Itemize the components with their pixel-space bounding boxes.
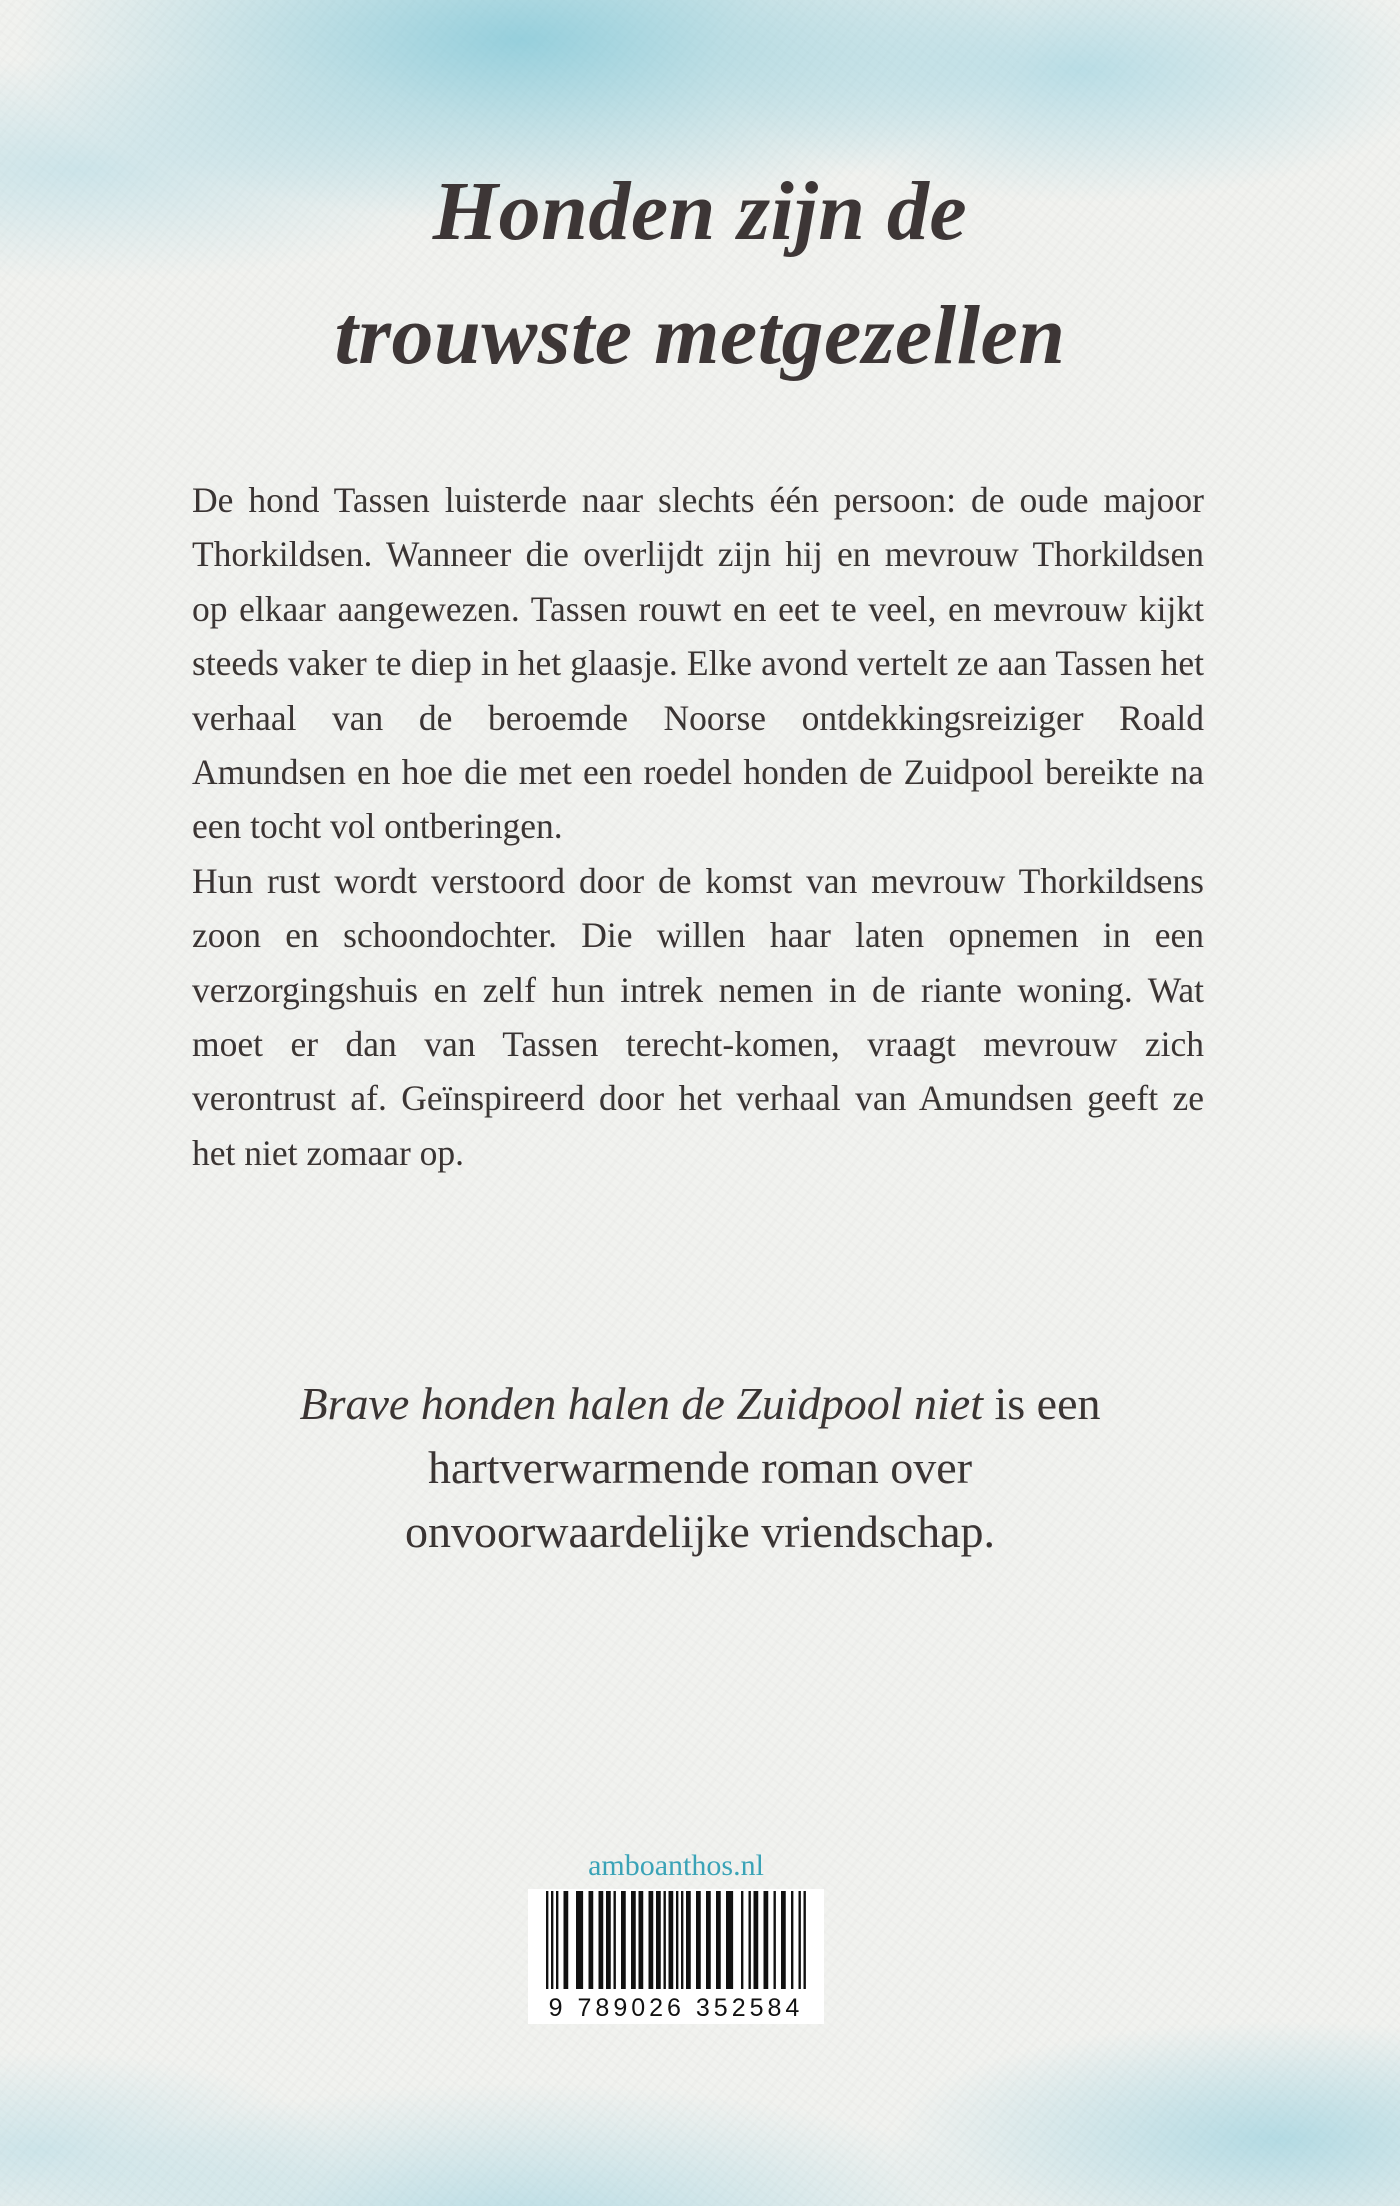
tagline-line-3: onvoorwaardelijke vriendschap. bbox=[404, 1506, 996, 1557]
barcode-bar bbox=[556, 1891, 558, 1989]
barcode-bar bbox=[589, 1891, 594, 1989]
tagline-rest: is een bbox=[982, 1378, 1101, 1429]
publisher-website-link[interactable]: amboanthos.nl bbox=[588, 1849, 764, 1882]
barcode-bar bbox=[631, 1891, 636, 1989]
barcode-bar bbox=[681, 1891, 683, 1989]
barcode-bar bbox=[606, 1891, 611, 1989]
barcode-bar bbox=[614, 1891, 616, 1989]
barcode-bar bbox=[754, 1891, 759, 1989]
barcode-bar bbox=[781, 1891, 786, 1989]
barcode-bars bbox=[546, 1891, 806, 1989]
barcode-bar bbox=[621, 1891, 626, 1989]
barcode-bar bbox=[649, 1891, 654, 1989]
barcode-bar bbox=[564, 1891, 569, 1989]
blurb bbox=[192, 473, 1204, 1180]
barcode-bar bbox=[669, 1891, 674, 1989]
barcode-bar bbox=[706, 1891, 711, 1989]
barcode-bar bbox=[686, 1891, 691, 1989]
blurb-paragraph-1: De hond Tassen luisterde naar slechts één persoon: de oude majoor Thorkildsen. Wanneer die overlijdt zijn hij en mevrouw Thorkildsen op elkaar aangewezen. Tassen rouwt en eet te veel, en mevrouw kijkt steeds vaker te diep in het glaasje. Elke avond vertelt ze aan Tassen het verhaal van de beroemde Noorse ontdekkingsreiziger Roald Amundsen en hoe die met een roedel honden de Zuidpool bereikte na een tocht vol ontberingen. bbox=[192, 480, 1204, 847]
headline bbox=[0, 150, 1400, 398]
headline-line-2: trouwste metgezellen bbox=[334, 289, 1066, 382]
barcode-bar bbox=[764, 1891, 769, 1989]
barcode-bar bbox=[799, 1891, 801, 1989]
isbn-number: 9 789026 352584 bbox=[548, 1994, 804, 2022]
barcode-bar bbox=[551, 1891, 553, 1989]
barcode-bar bbox=[726, 1891, 733, 1989]
barcode-bar bbox=[791, 1891, 793, 1989]
barcode-bar bbox=[639, 1891, 644, 1989]
barcode-bar bbox=[546, 1891, 548, 1989]
barcode-bar bbox=[716, 1891, 721, 1989]
barcode-bar bbox=[599, 1891, 604, 1989]
barcode bbox=[528, 1889, 824, 2024]
barcode-bar bbox=[741, 1891, 743, 1989]
barcode-bar bbox=[749, 1891, 751, 1989]
barcode-bar bbox=[576, 1891, 583, 1989]
book-title: Brave honden halen de Zuidpool niet bbox=[299, 1378, 983, 1429]
barcode-bar bbox=[696, 1891, 701, 1989]
blurb-paragraph-2: Hun rust wordt verstoord door de komst van mevrouw Thorkildsens zoon en schoondochter. Die willen haar laten opnemen in een verzorgingshuis en zelf hun intrek nemen in de riante woning. Wat moet er dan van Tassen terecht-komen, vraagt mevrouw zich verontrust af. Geïnspireerd door het verhaal van Amundsen geeft ze het niet zomaar op. bbox=[192, 860, 1204, 1173]
barcode-bar bbox=[676, 1891, 678, 1989]
barcode-bar bbox=[664, 1891, 666, 1989]
headline-line-1: Honden zijn de bbox=[432, 165, 968, 258]
tagline bbox=[200, 1372, 1200, 1564]
barcode-bar bbox=[656, 1891, 661, 1989]
tagline-line-1 bbox=[200, 1372, 1200, 1436]
tagline-line-2: hartverwarmende roman over bbox=[427, 1442, 973, 1493]
barcode-bar bbox=[774, 1891, 776, 1989]
barcode-bar bbox=[804, 1891, 806, 1989]
